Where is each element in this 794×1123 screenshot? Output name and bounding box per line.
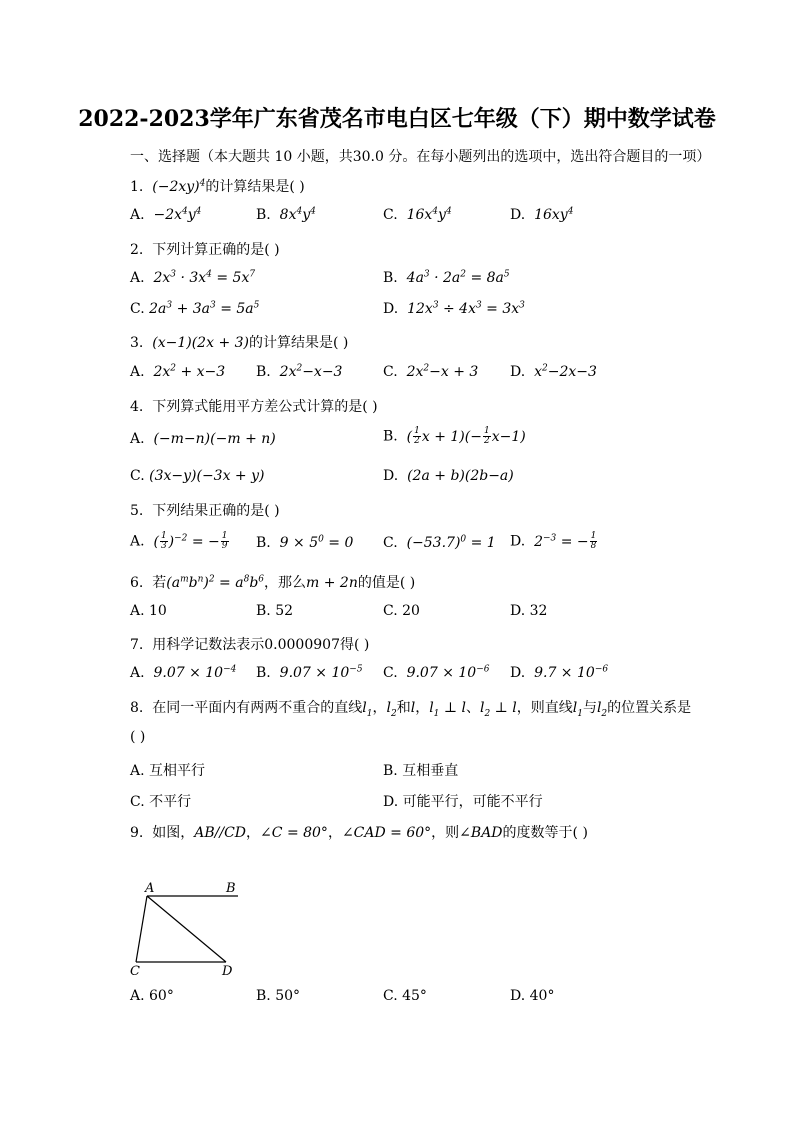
question-6: 6. 若$(a^mb^n)^2 = a^8b^6$，那么m + 2n的值是( )	[130, 574, 416, 591]
q3-option-a: A. $2x^2 + x-3$	[130, 363, 226, 380]
question-7: 7. 用科学记数法表示0.0000907得( )	[130, 637, 370, 653]
segment-ad	[147, 896, 226, 962]
q3-option-c: C. $2x^2-x + 3$	[383, 363, 479, 380]
q8-option-b: B. 互相垂直	[383, 763, 459, 779]
label-a: A	[145, 881, 155, 896]
question-1: 1. $(-2xy)^4$的计算结果是( )	[130, 178, 305, 195]
q9-option-d: D. 40°	[510, 988, 555, 1004]
q1-option-a: A. $-2x^4y^4$	[130, 206, 202, 223]
question-9: 9. 如图，AB//CD，∠C = 80°，∠CAD = 60°，则∠BAD的度数等于( )	[130, 825, 588, 841]
q3-option-b: B. $2x^2-x-3$	[256, 363, 343, 380]
q1-option-b: B. $8x^4y^4$	[256, 206, 316, 223]
q5-option-d: D. $2^{-3}$ = − $\frac{1}{8}$	[510, 531, 597, 551]
q6-option-d: D. 32	[510, 603, 548, 619]
q4-option-c: C. (3x−y)(−3x + y)	[130, 468, 265, 484]
q1-option-c: C. $16x^4y^4$	[383, 206, 452, 223]
q8-option-c: C. 不平行	[130, 794, 192, 810]
question-8: 8. 在同一平面内有两两不重合的直线$l_1$，$l_2$和l，$l_1$ ⊥ l、$l_2$ ⊥ l，则直线$l_1$与$l_2$的位置关系是	[130, 700, 692, 719]
q8-option-d: D. 可能平行，可能不平行	[383, 794, 543, 810]
q4-option-a: A. (−m−n)(−m + n)	[130, 431, 276, 447]
q6-option-a: A. 10	[130, 603, 167, 619]
q7-option-a: A. $9.07 \times 10^{-4}$	[130, 664, 237, 681]
q2-option-b: B. $4a^3 \cdot 2a^2 = 8a^5$	[383, 269, 510, 286]
q5-option-b: B. $9 \times 5^0 = 0$	[256, 534, 354, 551]
q1-option-d: D. $16xy^4$	[510, 206, 574, 223]
q9-option-c: C. 45°	[383, 988, 427, 1004]
q7-option-d: D. $9.7 \times 10^{-6}$	[510, 664, 609, 681]
page-title: 2022-2023学年广东省茂名市电白区七年级（下）期中数学试卷	[78, 106, 716, 132]
q6-option-b: B. 52	[256, 603, 294, 619]
q2-option-c: C. $2a^3 + 3a^3 = 5a^5$	[130, 300, 260, 317]
q2-option-d: D. $12x^3 \div 4x^3 = 3x^3$	[383, 300, 525, 317]
q4-option-d: D. (2a + b)(2b−a)	[383, 468, 514, 484]
q7-option-c: C. $9.07 \times 10^{-6}$	[383, 664, 490, 681]
q6-option-c: C. 20	[383, 603, 420, 619]
q7-option-b: B. $9.07 \times 10^{-5}$	[256, 664, 363, 681]
question-3: 3. (x−1)(2x + 3)的计算结果是( )	[130, 335, 349, 351]
label-d: D	[222, 964, 233, 978]
q9-option-b: B. 50°	[256, 988, 301, 1004]
question-2: 2. 下列计算正确的是( )	[130, 242, 280, 258]
q2-option-a: A. $2x^3 \cdot 3x^4 = 5x^7$	[130, 269, 256, 286]
geometry-figure	[128, 878, 248, 978]
label-c: C	[130, 964, 140, 978]
question-4: 4. 下列算式能用平方差公式计算的是( )	[130, 399, 378, 415]
q5-option-c: C. $(-53.7)^0 = 1$	[383, 534, 496, 551]
question-8-paren: ( )	[130, 729, 146, 745]
q3-option-d: D. $x^2-2x-3$	[510, 363, 597, 380]
q8-option-a: A. 互相平行	[130, 763, 206, 779]
q4-option-b: B. ( $\frac{1}{2}$ x + 1)(− $\frac{1}{2}$ x−1)	[383, 426, 526, 446]
segment-ac	[136, 896, 147, 962]
q9-option-a: A. 60°	[130, 988, 174, 1004]
question-5: 5. 下列结果正确的是( )	[130, 503, 280, 519]
label-b: B	[226, 881, 236, 896]
q5-option-a: A. ( $\frac{1}{3}$ )$^{-2}$ = − $\frac{1}{9}$	[130, 531, 228, 551]
section-heading: 一、选择题（本大题共 10 小题，共30.0 分。在每小题列出的选项中，选出符合题目的一项）	[130, 149, 711, 165]
